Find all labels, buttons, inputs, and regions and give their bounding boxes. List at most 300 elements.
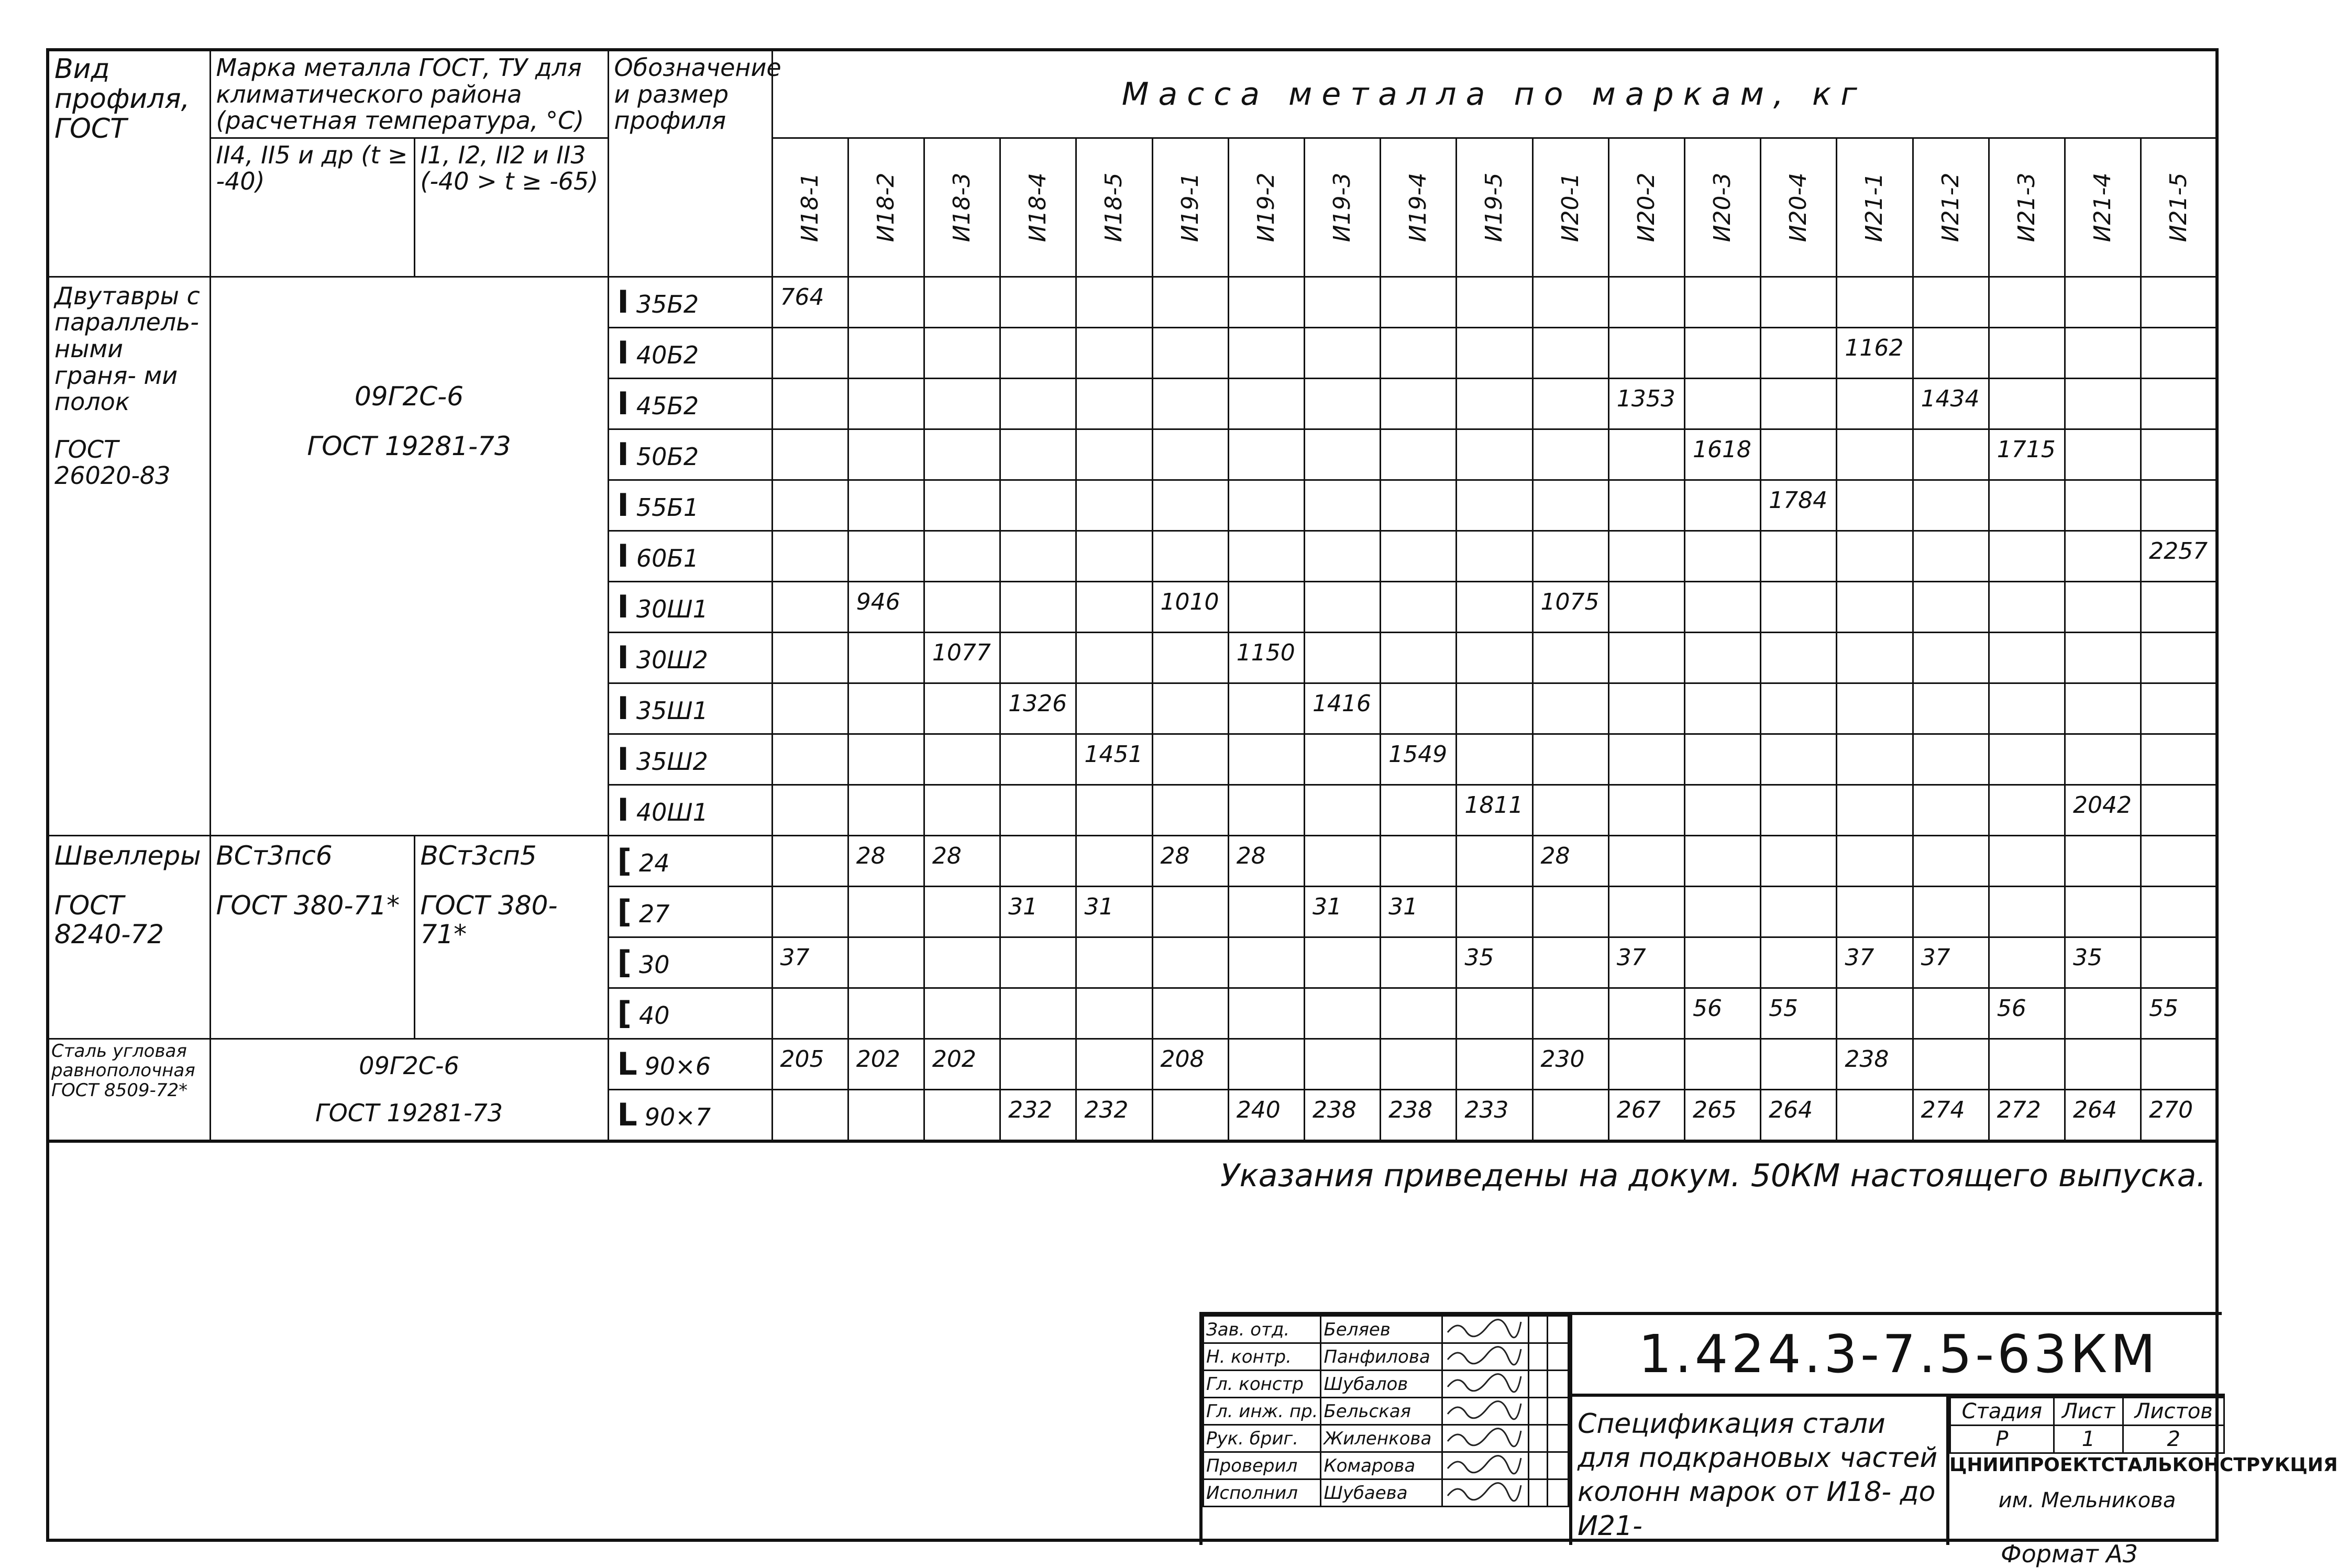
mark-label: И18-4 — [1024, 172, 1052, 242]
mass-value: 28 — [1236, 842, 1266, 869]
mass-cell — [1228, 632, 1304, 683]
mass-cell — [924, 531, 1000, 581]
mass-cell — [1608, 1039, 1684, 1089]
mark-label: И21-1 — [1861, 172, 1888, 242]
profile-cell — [608, 632, 772, 683]
mark-label: И18-1 — [796, 172, 823, 242]
mass-cell — [1684, 581, 1760, 632]
mass-cell — [1228, 581, 1304, 632]
mass-cell — [1913, 886, 1989, 937]
handwritten-signature — [1445, 1371, 1524, 1392]
mass-cell — [1000, 886, 1076, 937]
mass-cell — [1684, 886, 1760, 937]
mass-cell — [1304, 1039, 1380, 1089]
signer-name: Шубалов — [1321, 1371, 1442, 1398]
mass-value: 1549 — [1388, 741, 1448, 768]
mass-cell — [1000, 988, 1076, 1039]
mass-cell — [1304, 886, 1380, 937]
mass-cell — [1228, 937, 1304, 988]
mass-cell — [1608, 1089, 1684, 1141]
mass-cell — [1532, 327, 1608, 378]
mass-cell — [848, 734, 924, 785]
signer-row — [1204, 1371, 1569, 1398]
mass-cell — [1076, 734, 1152, 785]
mark-label: И19-4 — [1405, 172, 1432, 242]
mass-cell — [1989, 683, 2065, 734]
profile-size: 35Ш2 — [636, 747, 708, 776]
mass-cell — [924, 734, 1000, 785]
stage-block — [1946, 1397, 2338, 1545]
mass-cell — [1381, 835, 1457, 886]
mass-cell — [1684, 327, 1760, 378]
mass-cell — [1304, 835, 1380, 886]
mass-cell — [1989, 1039, 2065, 1089]
handwritten-signature — [1445, 1317, 1524, 1338]
mass-cell — [924, 378, 1000, 429]
mass-cell — [1152, 429, 1228, 480]
mass-cell — [1837, 632, 1913, 683]
mass-cell — [1304, 734, 1380, 785]
mass-cell — [1457, 835, 1532, 886]
mark-header — [1076, 138, 1152, 277]
mass-cell — [1457, 1039, 1532, 1089]
mass-cell — [1608, 785, 1684, 835]
mass-cell — [1913, 327, 1989, 378]
mass-cell — [1152, 632, 1228, 683]
handwritten-signature — [1445, 1344, 1524, 1365]
mass-cell — [772, 734, 848, 785]
mass-cell — [1989, 429, 2065, 480]
mass-cell — [1228, 835, 1304, 886]
mass-cell — [1076, 1039, 1152, 1089]
mark-label: И19-1 — [1176, 172, 1204, 242]
mass-cell — [1381, 480, 1457, 531]
profile-size: 40Б2 — [636, 340, 699, 369]
mass-cell — [1684, 429, 1760, 480]
mass-value: 233 — [1464, 1096, 1509, 1123]
mass-cell — [1000, 1039, 1076, 1089]
mass-cell — [1228, 429, 1304, 480]
mass-value: 1353 — [1616, 385, 1675, 412]
mass-cell — [1457, 886, 1532, 937]
mass-value: 55 — [2149, 995, 2179, 1022]
mass-cell — [1608, 632, 1684, 683]
mass-cell — [2065, 785, 2141, 835]
mass-cell — [772, 429, 848, 480]
angle-steel-gost: ГОСТ 19281-73 — [315, 1099, 503, 1128]
profile-size: 30Ш1 — [636, 594, 708, 623]
mass-cell — [2065, 937, 2141, 988]
profile-size: 24 — [638, 848, 670, 877]
mass-cell — [2065, 632, 2141, 683]
mass-cell — [1837, 937, 1913, 988]
mass-cell — [848, 632, 924, 683]
mark-header — [1608, 138, 1684, 277]
mass-cell — [1608, 988, 1684, 1039]
profile-size: 30 — [638, 950, 670, 979]
ibeam-steel-label: 09Г2С-6 — [354, 381, 464, 412]
mass-cell — [1381, 886, 1457, 937]
mark-header — [1228, 138, 1304, 277]
mass-cell — [2141, 734, 2217, 785]
mass-cell — [1304, 632, 1380, 683]
mass-value: 267 — [1616, 1096, 1661, 1123]
mass-cell — [2141, 886, 2217, 937]
title-block — [1199, 1312, 2338, 1545]
mass-cell — [1532, 581, 1608, 632]
profile-size: 35Ш1 — [636, 696, 708, 725]
mark-label: И21-2 — [1937, 172, 1964, 242]
mass-cell — [1837, 480, 1913, 531]
mass-cell — [1152, 835, 1228, 886]
mark-header — [1989, 138, 2065, 277]
date-cell — [1528, 1452, 1547, 1479]
mass-cell — [772, 683, 848, 734]
mass-cell — [2141, 988, 2217, 1039]
mass-cell — [1076, 632, 1152, 683]
mass-value: 202 — [856, 1045, 900, 1073]
mass-cell — [1761, 734, 1837, 785]
mass-value: 205 — [780, 1045, 824, 1073]
profile-symbol: L — [617, 1045, 637, 1083]
mass-value: 232 — [1084, 1096, 1129, 1123]
mass-cell — [1152, 1039, 1228, 1089]
mass-cell — [1381, 429, 1457, 480]
mass-value: 1326 — [1008, 690, 1067, 717]
mass-cell — [1761, 988, 1837, 1039]
mass-cell — [1076, 937, 1152, 988]
mass-cell — [1761, 683, 1837, 734]
mark-header — [2141, 138, 2217, 277]
mass-value: 37 — [1845, 944, 1874, 971]
mass-value: 2257 — [2149, 537, 2208, 565]
channel-steel-b-label: ВСт3сп5 — [420, 840, 537, 871]
mass-cell — [2065, 531, 2141, 581]
mass-value: 946 — [856, 588, 900, 615]
extra-cell — [1547, 1452, 1568, 1479]
mass-cell — [772, 531, 848, 581]
sheet-label: Лист — [2054, 1398, 2123, 1426]
profile-cell — [608, 429, 772, 480]
mass-cell — [924, 581, 1000, 632]
mass-cell — [1304, 581, 1380, 632]
channel-steel-a-label: ВСт3пс6 — [216, 840, 333, 871]
mass-cell — [1457, 531, 1532, 581]
profile-symbol: I — [617, 283, 629, 321]
mass-cell — [1837, 1089, 1913, 1141]
mass-cell — [1152, 277, 1228, 327]
date-cell — [1528, 1479, 1547, 1507]
mass-cell — [1837, 785, 1913, 835]
mass-cell — [1532, 531, 1608, 581]
mass-cell — [1989, 988, 2065, 1039]
mass-cell — [924, 988, 1000, 1039]
signer-role: Зав. отд. — [1204, 1316, 1321, 1343]
mass-cell — [772, 277, 848, 327]
mass-cell — [848, 785, 924, 835]
mass-cell — [1913, 581, 1989, 632]
mass-value: 28 — [932, 842, 962, 869]
mass-cell — [1837, 988, 1913, 1039]
mass-cell — [1837, 1039, 1913, 1089]
mass-cell — [1532, 1039, 1608, 1089]
sheets-value: 2 — [2123, 1426, 2224, 1453]
signer-name: Беляев — [1321, 1316, 1442, 1343]
mass-cell — [1532, 785, 1608, 835]
mass-value: 31 — [1084, 893, 1114, 920]
signature-cell — [1442, 1343, 1528, 1371]
mass-cell — [1761, 531, 1837, 581]
mass-cell — [1381, 683, 1457, 734]
mass-cell — [924, 1039, 1000, 1089]
signer-role: Проверил — [1204, 1452, 1321, 1479]
profile-cell — [608, 1039, 772, 1089]
mass-cell — [1304, 937, 1380, 988]
mass-cell — [1076, 327, 1152, 378]
mass-value: 35 — [1464, 944, 1494, 971]
mass-cell — [924, 785, 1000, 835]
note-text: Указания приведены на докум. 50КМ настоящего выпуска. — [1220, 1157, 2207, 1194]
mass-cell — [1228, 683, 1304, 734]
mass-value: 31 — [1388, 893, 1418, 920]
mass-cell — [1761, 429, 1837, 480]
profile-symbol: [ — [617, 893, 632, 930]
mass-cell — [1457, 937, 1532, 988]
header-steel-b: I1, I2, II2 и II3 (-40 > t ≥ -65) — [414, 138, 608, 277]
mass-cell — [1457, 632, 1532, 683]
mass-cell — [848, 327, 924, 378]
mass-value: 208 — [1160, 1045, 1205, 1073]
mass-cell — [924, 429, 1000, 480]
mass-cell — [2065, 581, 2141, 632]
mass-cell — [1152, 531, 1228, 581]
angle-steel — [210, 1039, 608, 1141]
mass-cell — [1076, 683, 1152, 734]
profile-cell — [608, 378, 772, 429]
mass-cell — [1152, 378, 1228, 429]
signer-row — [1204, 1425, 1569, 1452]
mass-cell — [1989, 378, 2065, 429]
mass-cell — [1381, 785, 1457, 835]
signer-name: Комарова — [1321, 1452, 1442, 1479]
mass-cell — [2141, 1089, 2217, 1141]
mass-cell — [1381, 531, 1457, 581]
mass-cell — [772, 378, 848, 429]
mass-cell — [1000, 581, 1076, 632]
date-cell — [1528, 1343, 1547, 1371]
mark-label: И18-2 — [872, 172, 899, 242]
signature-cell — [1442, 1371, 1528, 1398]
mass-cell — [2141, 785, 2217, 835]
mass-cell — [1761, 835, 1837, 886]
mass-cell — [2065, 1089, 2141, 1141]
mass-cell — [1684, 988, 1760, 1039]
format-label: Формат А3 — [2001, 1540, 2138, 1568]
mass-value: 28 — [1540, 842, 1570, 869]
mass-cell — [924, 683, 1000, 734]
mass-cell — [1837, 835, 1913, 886]
mass-value: 1451 — [1084, 741, 1143, 768]
mass-cell — [1532, 886, 1608, 937]
mass-cell — [924, 886, 1000, 937]
mass-cell — [1532, 734, 1608, 785]
profile-size: 40Ш1 — [636, 798, 708, 826]
mass-cell — [1913, 632, 1989, 683]
profile-symbol: L — [617, 1096, 637, 1133]
mass-value: 230 — [1540, 1045, 1585, 1073]
mass-cell — [1532, 429, 1608, 480]
mass-cell — [848, 1039, 924, 1089]
mass-cell — [924, 480, 1000, 531]
profile-size: 30Ш2 — [636, 645, 708, 674]
date-cell — [1528, 1316, 1547, 1343]
date-cell — [1528, 1398, 1547, 1425]
profile-size: 50Б2 — [636, 442, 699, 471]
header-steel: Марка металла ГОСТ, ТУ для климатического района (расчетная температура, °С) — [210, 50, 608, 138]
ibeam-view-gost: ГОСТ 26020-83 — [54, 435, 171, 490]
mass-cell — [1684, 277, 1760, 327]
mark-label: И20-2 — [1633, 172, 1660, 242]
mass-value: 272 — [1997, 1096, 2041, 1123]
profile-cell — [608, 886, 772, 937]
mass-cell — [1684, 531, 1760, 581]
mass-cell — [772, 886, 848, 937]
mass-cell — [1076, 378, 1152, 429]
mass-cell — [1913, 277, 1989, 327]
mass-cell — [1989, 1089, 2065, 1141]
mass-cell — [1000, 632, 1076, 683]
mass-cell — [1608, 937, 1684, 988]
organization-name: им. Мельникова — [1998, 1488, 2176, 1512]
mark-header — [1000, 138, 1076, 277]
mass-cell — [1608, 480, 1684, 531]
mass-cell — [848, 1089, 924, 1141]
mass-value: 1416 — [1312, 690, 1371, 717]
mass-cell — [1989, 835, 2065, 886]
mass-cell — [848, 277, 924, 327]
channel-steel-a-gost: ГОСТ 380-71* — [216, 890, 400, 921]
mass-cell — [772, 988, 848, 1039]
mass-cell — [2065, 886, 2141, 937]
mass-cell — [2141, 480, 2217, 531]
profile-symbol: [ — [617, 944, 632, 981]
mass-cell — [1457, 988, 1532, 1039]
mass-cell — [848, 581, 924, 632]
mass-cell — [1532, 683, 1608, 734]
mass-cell — [1457, 429, 1532, 480]
mass-cell — [1761, 632, 1837, 683]
mass-cell — [1837, 683, 1913, 734]
mass-cell — [1837, 531, 1913, 581]
mass-cell — [1608, 683, 1684, 734]
mass-cell — [1913, 531, 1989, 581]
mass-cell — [1761, 581, 1837, 632]
mass-value: 28 — [1160, 842, 1190, 869]
mass-cell — [1608, 835, 1684, 886]
mark-label: И21-3 — [2013, 172, 2040, 242]
mass-cell — [1913, 1039, 1989, 1089]
mark-header — [1761, 138, 1837, 277]
mass-cell — [2141, 835, 2217, 886]
table-row — [48, 1039, 2217, 1089]
mark-header — [1532, 138, 1608, 277]
mass-cell — [1989, 937, 2065, 988]
mass-cell — [848, 937, 924, 988]
mass-cell — [1228, 988, 1304, 1039]
mass-cell — [1761, 480, 1837, 531]
mass-cell — [2141, 277, 2217, 327]
profile-cell — [608, 937, 772, 988]
profile-size: 45Б2 — [636, 391, 699, 420]
mass-cell — [848, 378, 924, 429]
mass-value: 1715 — [1997, 436, 2056, 463]
mark-label: И20-1 — [1557, 172, 1584, 242]
mass-value: 238 — [1388, 1096, 1433, 1123]
ibeam-steel — [210, 277, 608, 835]
mass-cell — [1989, 327, 2065, 378]
profile-size: 90×7 — [644, 1102, 711, 1131]
mass-cell — [1532, 480, 1608, 531]
profile-size: 60Б1 — [636, 544, 699, 572]
mass-cell — [2141, 378, 2217, 429]
mass-cell — [1076, 988, 1152, 1039]
profile-symbol: [ — [617, 995, 632, 1032]
profile-symbol: I — [617, 639, 629, 676]
mass-cell — [1761, 937, 1837, 988]
mass-cell — [1761, 785, 1837, 835]
profile-cell — [608, 835, 772, 886]
mass-cell — [1381, 988, 1457, 1039]
signer-row — [1204, 1398, 1569, 1425]
handwritten-signature — [1445, 1453, 1524, 1474]
mark-header — [924, 138, 1000, 277]
mass-cell — [924, 1089, 1000, 1141]
profile-cell — [608, 277, 772, 327]
mass-value: 31 — [1008, 893, 1038, 920]
signer-row — [1204, 1316, 1569, 1343]
mass-cell — [1837, 886, 1913, 937]
extra-cell — [1547, 1343, 1568, 1371]
handwritten-signature — [1445, 1480, 1524, 1501]
profile-size: 40 — [638, 1001, 670, 1030]
mass-cell — [772, 937, 848, 988]
sheet-value: 1 — [2054, 1426, 2123, 1453]
mass-cell — [1152, 988, 1228, 1039]
mass-cell — [1761, 277, 1837, 327]
mass-cell — [1381, 327, 1457, 378]
signer-name: Жиленкова — [1321, 1425, 1442, 1452]
mass-cell — [1000, 480, 1076, 531]
profile-symbol: I — [617, 537, 629, 575]
mass-cell — [924, 632, 1000, 683]
mass-cell — [1684, 937, 1760, 988]
angle-view-label: Сталь угловая равнополочная ГОСТ 8509-72* — [51, 1040, 195, 1101]
mark-header — [848, 138, 924, 277]
mark-label: И20-3 — [1708, 172, 1736, 242]
mass-cell — [1304, 1089, 1380, 1141]
mass-cell — [924, 277, 1000, 327]
mass-cell — [1684, 785, 1760, 835]
mass-cell — [1837, 327, 1913, 378]
mass-cell — [1304, 785, 1380, 835]
mass-cell — [1228, 785, 1304, 835]
mass-cell — [1457, 378, 1532, 429]
mass-cell — [1381, 581, 1457, 632]
mass-cell — [1304, 429, 1380, 480]
signer-row — [1204, 1452, 1569, 1479]
mass-cell — [2065, 378, 2141, 429]
mass-cell — [2141, 581, 2217, 632]
